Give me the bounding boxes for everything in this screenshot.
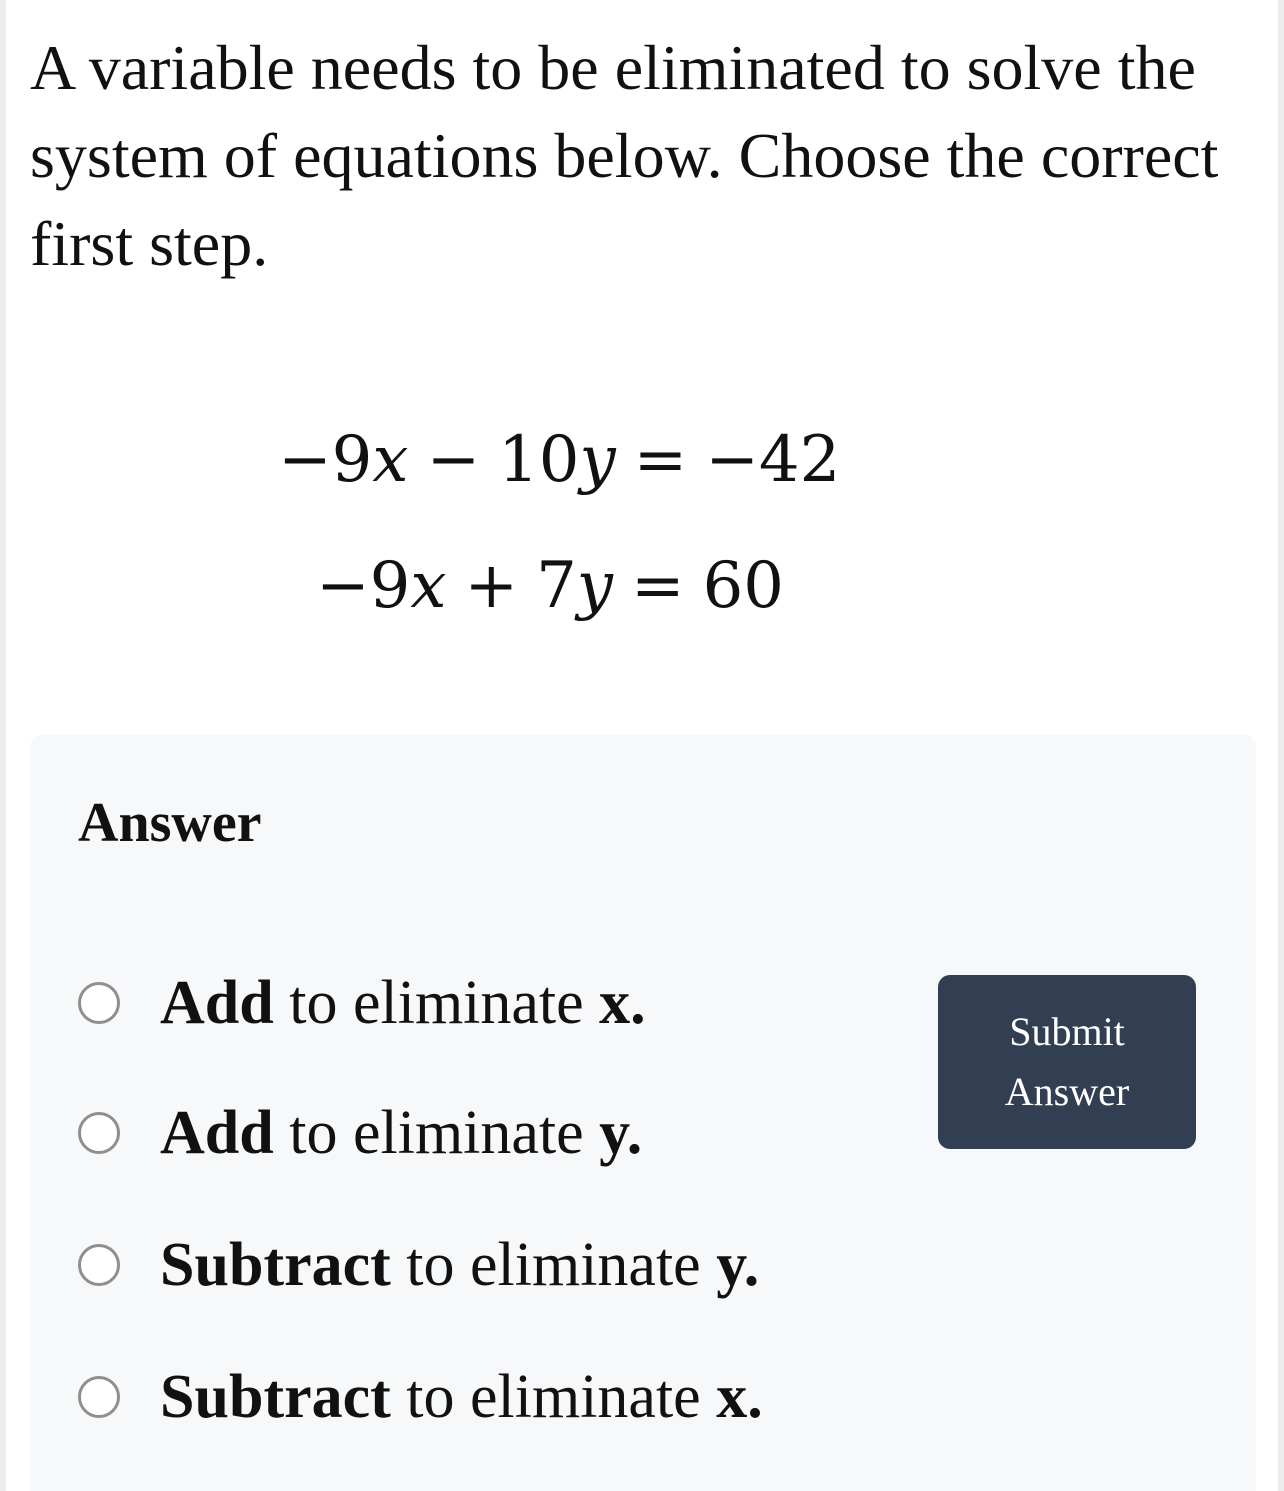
option-variable: y — [599, 1098, 627, 1167]
option-end: . — [626, 1098, 643, 1167]
equation-1-rhs: −42 — [705, 423, 841, 497]
equation-2-var-y: y — [576, 549, 613, 623]
option-action: Add — [160, 1098, 274, 1167]
option-middle: to eliminate — [273, 968, 600, 1037]
option-variable: x — [716, 1362, 748, 1431]
equation-1-equals: = — [633, 423, 688, 497]
radio-button[interactable] — [78, 1376, 120, 1418]
option-label — [160, 1098, 642, 1169]
equation-2 — [316, 546, 784, 626]
submit-answer-button[interactable]: Submit Answer — [938, 975, 1196, 1149]
option-label — [160, 1362, 763, 1433]
option-action: Subtract — [160, 1230, 391, 1299]
radio-button[interactable] — [78, 1112, 120, 1154]
equation-1-coef-x: −9 — [278, 423, 373, 497]
option-subtract-eliminate-x[interactable] — [78, 1357, 763, 1437]
equation-1-var-x: x — [372, 423, 409, 497]
equation-1 — [278, 420, 840, 500]
option-end: . — [743, 1230, 760, 1299]
radio-button[interactable] — [78, 1244, 120, 1286]
option-add-eliminate-x[interactable] — [78, 963, 646, 1043]
equation-2-coef-y: 7 — [536, 549, 577, 623]
option-variable: x — [599, 968, 631, 1037]
option-subtract-eliminate-y[interactable] — [78, 1225, 759, 1305]
option-end: . — [747, 1362, 763, 1431]
question-text: A variable needs to be eliminated to solve the system of equations below. Choose the correct first step. — [30, 32, 1219, 279]
option-middle: to eliminate — [390, 1230, 717, 1299]
equation-2-rhs: 60 — [702, 549, 784, 623]
option-label — [160, 1230, 759, 1301]
equation-2-equals: = — [630, 549, 685, 623]
equation-2-var-x: x — [410, 549, 447, 623]
equation-2-coef-x: −9 — [316, 549, 411, 623]
radio-button[interactable] — [78, 982, 120, 1024]
option-variable: y — [716, 1230, 744, 1299]
equation-1-var-y: y — [579, 423, 616, 497]
equation-1-coef-y: 10 — [498, 423, 580, 497]
option-action: Add — [160, 968, 274, 1037]
option-label — [160, 968, 646, 1039]
left-edge-divider — [0, 0, 6, 1491]
answer-panel — [30, 735, 1256, 1491]
option-action: Subtract — [160, 1362, 391, 1431]
right-edge-divider — [1278, 0, 1284, 1491]
option-middle: to eliminate — [390, 1362, 717, 1431]
option-add-eliminate-y[interactable] — [78, 1093, 642, 1173]
option-end: . — [630, 968, 646, 1037]
equation-1-operator: − — [426, 423, 481, 497]
equation-2-operator: + — [464, 549, 519, 623]
option-middle: to eliminate — [273, 1098, 600, 1167]
answer-heading: Answer — [78, 792, 262, 854]
